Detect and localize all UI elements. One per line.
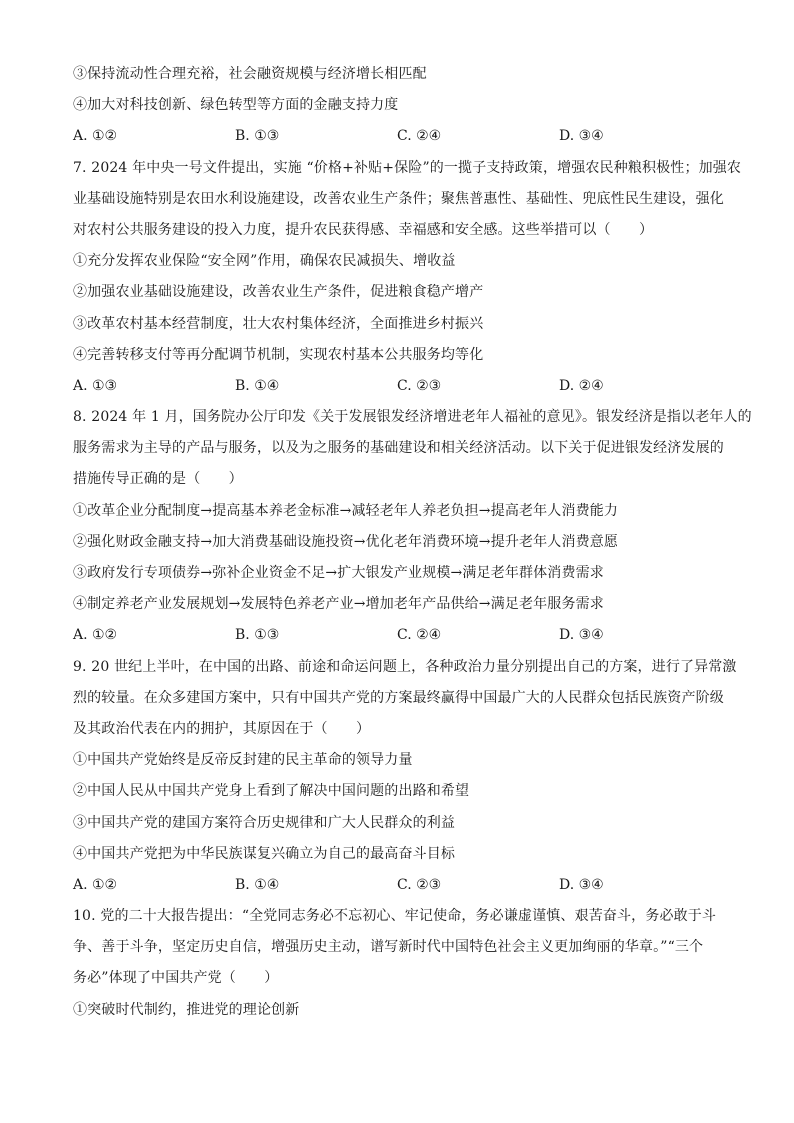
q7-item-4: ④完善转移支付等再分配调节机制，实现农村基本公共服务均等化: [73, 346, 484, 363]
q8-option-c: C. ②④: [397, 627, 442, 644]
q10-item-1: ①突破时代制约，推进党的理论创新: [73, 1001, 300, 1018]
q8-stem-line-1: 8. 2024 年 1 月，国务院办公厅印发《关于发展银发经济增进老年人福祉的意见》。银发经济是指以老年人的: [73, 409, 752, 426]
q9-item-3: ③中国共产党的建国方案符合历史规律和广大人民群众的利益: [73, 814, 456, 831]
q8-item-1: ①改革企业分配制度→提高基本养老金标准→减轻老年人养老负担→提高老年人消费能力: [73, 502, 619, 519]
q9-stem-line-3: 及其政治代表在内的拥护，其原因在于（ ）: [73, 720, 371, 737]
q7-option-a: A. ①③: [73, 377, 118, 394]
q7-stem-line-1: 7. 2024 年中央一号文件提出，实施 “价格+补贴+保险”的一揽子支持政策，增强农民种粮积极性；加强农: [73, 159, 742, 176]
q9-item-1: ①中国共产党始终是反帝反封建的民主革命的领导力量: [73, 752, 413, 769]
q8-item-2: ②强化财政金融支持→加大消费基础设施投资→优化老年消费环境→提升老年人消费意愿: [73, 533, 619, 550]
question-9: [73, 655, 737, 905]
q7-item-2: ②加强农业基础设施建设，改善农业生产条件，促进粮食稳产增产: [73, 284, 484, 301]
q10-stem-line-2: 争、善于斗争，坚定历史自信，增强历史主动，谱写新时代中国特色社会主义更加绚丽的华章。”“三个: [73, 939, 704, 956]
q7-option-b: B. ①④: [235, 377, 280, 394]
q10-stem-line-3: 务必”体现了中国共产党（ ）: [73, 970, 279, 987]
q8-item-4: ④制定养老产业发展规划→发展特色养老产业→增加老年产品供给→满足老年服务需求: [73, 596, 604, 613]
q9-stem-line-1: 9. 20 世纪上半叶，在中国的出路、前途和命运问题上，各种政治力量分别提出自己的方案，进行了异常激: [73, 658, 737, 675]
question-8: [73, 405, 752, 655]
q6-item-4: ④加大对科技创新、绿色转型等方面的金融支持力度: [73, 97, 399, 114]
q10-stem-line-1: 10. 党的二十大报告提出：“全党同志务必不忘初心、牢记使命，务必谦虚谨慎、艰苦奋斗，务必敢于斗: [73, 908, 717, 925]
q9-item-2: ②中国人民从中国共产党身上看到了解决中国问题的出路和希望: [73, 783, 470, 800]
q9-option-d: D. ③④: [559, 876, 604, 893]
question-7: [73, 156, 742, 406]
q6-option-b: B. ①③: [235, 128, 280, 145]
q7-stem-line-3: 对农村公共服务建设的投入力度，提升农民获得感、幸福感和安全感。这些举措可以（ ）: [73, 221, 654, 238]
exam-page: [73, 62, 752, 1029]
q7-item-3: ③改革农村基本经营制度，壮大农村集体经济，全面推进乡村振兴: [73, 315, 484, 332]
q8-item-3: ③政府发行专项债券→弥补企业资金不足→扩大银发产业规模→满足老年群体消费需求: [73, 565, 604, 581]
q8-option-d: D. ③④: [559, 627, 604, 644]
q9-option-b: B. ①④: [235, 876, 280, 893]
q8-options: [73, 623, 723, 654]
q6-option-c: C. ②④: [397, 128, 442, 145]
q7-option-d: D. ②④: [559, 377, 604, 394]
q9-options: [73, 873, 723, 904]
q7-options: [73, 374, 723, 405]
q6-option-a: A. ①②: [73, 128, 118, 145]
q9-stem-line-2: 烈的较量。在众多建国方案中，只有中国共产党的方案最终赢得中国最广大的人民群众包括民族资产阶级: [73, 689, 724, 706]
question-6-tail: [73, 62, 723, 156]
q8-stem-line-2: 服务需求为主导的产品与服务，以及为之服务的基础建设和相关经济活动。以下关于促进银发经济发展的: [73, 440, 724, 457]
q8-option-a: A. ①②: [73, 627, 118, 644]
q7-stem-line-2: 业基础设施特别是农田水利设施建设，改善农业生产条件；聚焦普惠性、基础性、兜底性民生建设，强化: [73, 190, 724, 207]
q6-option-d: D. ③④: [559, 128, 604, 145]
q6-options: [73, 124, 723, 155]
q9-item-4: ④中国共产党把为中华民族谋复兴确立为自己的最高奋斗目标: [73, 845, 456, 862]
question-10: [73, 904, 723, 1029]
q8-stem-line-3: 措施传导正确的是（ ）: [73, 471, 243, 488]
q6-item-3: ③保持流动性合理充裕，社会融资规模与经济增长相匹配: [73, 66, 427, 82]
q7-option-c: C. ②③: [397, 377, 442, 394]
q7-item-1: ①充分发挥农业保险“安全网”作用，确保农民减损失、增收益: [73, 253, 456, 270]
q9-option-a: A. ①②: [73, 876, 118, 893]
q9-option-c: C. ②③: [397, 876, 442, 893]
q8-option-b: B. ①③: [235, 627, 280, 644]
